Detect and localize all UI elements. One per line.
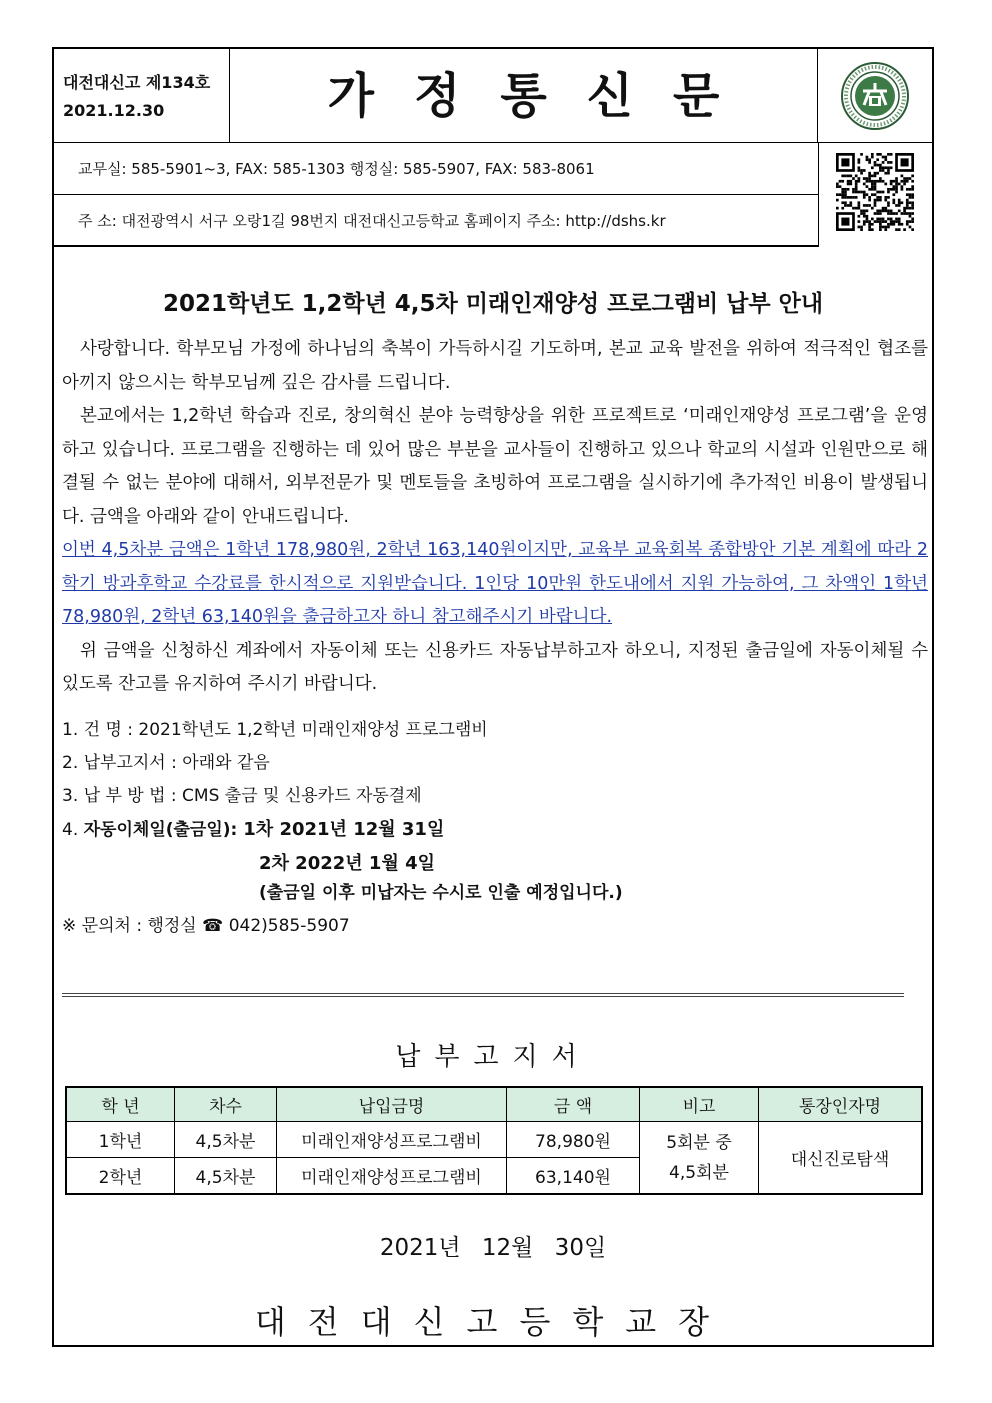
cell-account-name: 대신진로탐색 [759, 1122, 923, 1195]
bill-table [65, 1086, 923, 1195]
contact-line: 교무실: 585-5901~3, FAX: 585-1303 행정실: 585-5907, FAX: 583-8061 [78, 160, 595, 178]
col-account-name: 통장인자명 [759, 1087, 923, 1122]
cell-round: 4,5차분 [175, 1158, 277, 1195]
phone-icon: ☎ [202, 916, 224, 936]
item-method: 3. 납 부 방 법 : CMS 출금 및 신용카드 자동결제 [62, 786, 422, 806]
paragraph-autopay: 위 금액을 신청하신 계좌에서 자동이체 또는 신용카드 자동납부하고자 하오니, 지정된 출금일에 자동이체될 수 있도록 잔고를 유지하여 주시기 바랍니다. [62, 640, 928, 694]
item-number: 4. [62, 820, 84, 840]
bill-table-header [66, 1087, 922, 1122]
inquiry-label: ※ 문의처 : 행정실 [62, 916, 203, 936]
item-subject: 1. 건 명 : 2021학년도 1,2학년 미래인재양성 프로그램비 [62, 720, 488, 740]
col-grade: 학 년 [66, 1087, 175, 1122]
cell-round: 4,5차분 [175, 1122, 277, 1158]
payment-details [62, 714, 623, 943]
section-divider [62, 993, 904, 997]
item-debit-date [62, 813, 623, 847]
remark-line2: 4,5회분 [669, 1162, 729, 1183]
col-amount: 금 액 [507, 1087, 640, 1122]
principal-signature: 대전대신고등학교장 [254, 1303, 732, 1341]
cell-amount: 78,980원 [507, 1122, 640, 1158]
qr-code-icon [836, 153, 914, 231]
col-round: 차수 [175, 1087, 277, 1122]
remark-line1: 5회분 중 [666, 1132, 732, 1153]
col-payment-name: 납입금명 [277, 1087, 507, 1122]
logo-cell [818, 49, 932, 143]
debit-date-second: 2차 2022년 1월 4일 [259, 853, 436, 874]
letter-body [62, 333, 928, 702]
bill-title: 납부고지서 [395, 1042, 591, 1072]
inquiry-contact [62, 910, 623, 943]
school-emblem-icon [840, 61, 910, 131]
debit-date-label: 자동이체일(출금일): [83, 820, 244, 840]
header-top-row [54, 49, 932, 143]
table-row [66, 1122, 922, 1158]
debit-date-note: (출금일 이후 미납자는 수시로 인출 예정입니다.) [259, 883, 623, 903]
address-line: 주 소: 대전광역시 서구 오랑1길 98번지 대전대신고등학교 홈페이지 주소: http://dshs.kr [78, 212, 666, 230]
contact-row [54, 143, 932, 195]
address-row [54, 195, 932, 247]
debit-date-first: 1차 2021년 12월 31일 [243, 819, 445, 840]
paragraph-amount-highlight: 이번 4,5차분 금액은 1학년 178,980원, 2학년 163,140원이지만, 교육부 교육회복 종합방안 기본 계획에 따라 2학기 방과후학교 수강료를 한시적으로 지원받습니다. 1인당 10만원 한도내에서 지원 가능하여, 그 차액인 1학년 78,980원, 2학년 63,140원을 출금하고자 하니 참고해주시기 바랍니다. [62, 540, 928, 627]
document-frame [52, 47, 934, 1347]
col-remark: 비고 [640, 1087, 759, 1122]
cell-remark [640, 1122, 759, 1195]
cell-grade: 2학년 [66, 1158, 175, 1195]
issue-number: 대전대신고 제134호 [63, 73, 211, 92]
cell-payment-name: 미래인재양성프로그램비 [277, 1122, 507, 1158]
issue-date: 2021.12.30 [63, 101, 165, 120]
cell-grade: 1학년 [66, 1122, 175, 1158]
qr-cell [818, 143, 932, 247]
notice-main-title: 2021학년도 1,2학년 4,5차 미래인재양성 프로그램비 납부 안내 [162, 291, 824, 317]
paragraph-greeting: 사랑합니다. 학부모님 가정에 하나님의 축복이 가득하시길 기도하며, 본교 교육 발전을 위하여 적극적인 협조를 아끼지 않으시는 학부모님께 깊은 감사를 드립니다. [62, 339, 928, 393]
paragraph-program: 본교에서는 1,2학년 학습과 진로, 창의혁신 분야 능력향상을 위한 프로젝트로 ‘미래인재양성 프로그램’을 운영하고 있습니다. 프로그램을 진행하는 데 있어 많은 부분을 교사들이 진행하고 있으나 학교의 시설과 인원만으로 해결될 수 없는 분야에 대해서, 외부전문가 및 멘토들을 초빙하여 프로그램을 실시하기에 추가적인 비용이 발생됩니다. 금액을 아래와 같이 안내드립니다. [62, 406, 928, 527]
issue-date-footer: 2021년 12월 30일 [379, 1235, 607, 1261]
inquiry-phone: 042)585-5907 [223, 916, 350, 936]
issue-info [54, 49, 230, 143]
cell-payment-name: 미래인재양성프로그램비 [277, 1158, 507, 1195]
cell-amount: 63,140원 [507, 1158, 640, 1195]
masthead-title: 가정통신문 [230, 49, 818, 143]
item-bill: 2. 납부고지서 : 아래와 같음 [62, 753, 270, 773]
